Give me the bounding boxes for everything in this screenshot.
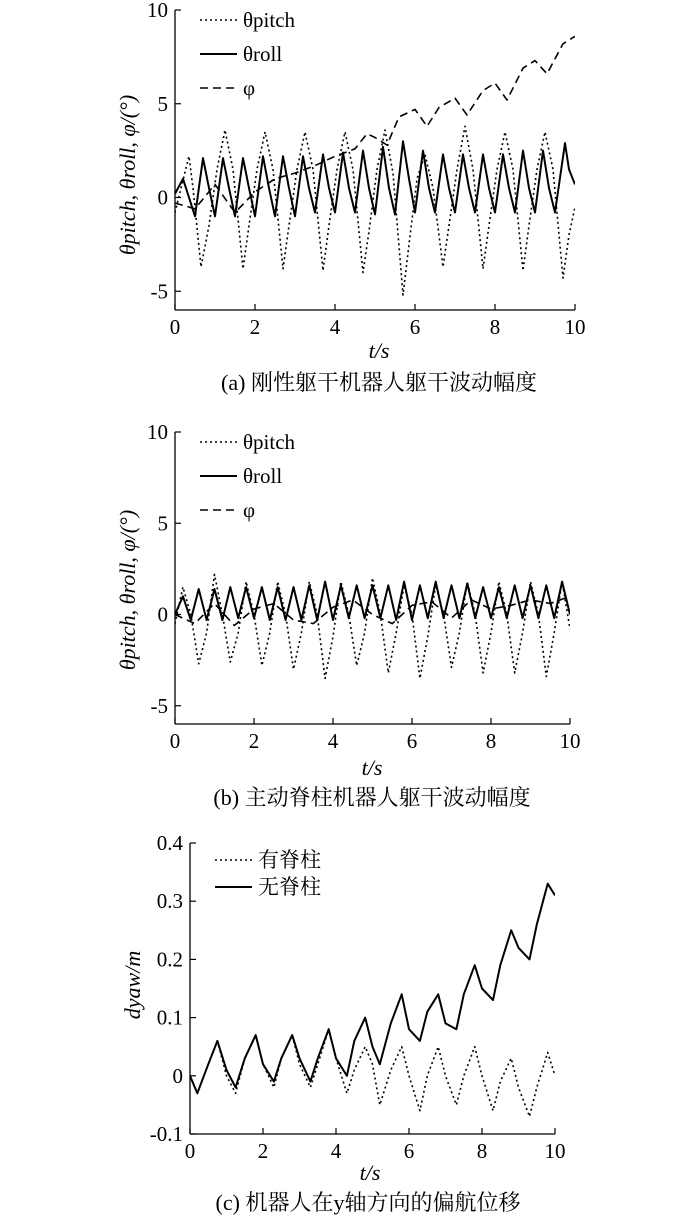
- y-axis-label: θpitch, θroll, φ/(°): [115, 94, 140, 256]
- y-axis-label: dyaw/m: [120, 950, 145, 1020]
- y-tick-label: -0.1: [149, 1122, 183, 1146]
- x-tick-label: 4: [330, 1139, 342, 1163]
- series-line-1: [190, 884, 555, 1094]
- y-tick-label: 0: [157, 602, 168, 627]
- y-tick-label: 0: [172, 1063, 183, 1088]
- caption: (c) 机器人在y轴方向的偏航位移: [215, 1190, 521, 1215]
- y-axis-label: θpitch, θroll, φ/(°): [115, 509, 140, 671]
- x-tick-label: 2: [248, 729, 260, 753]
- y-tick-label: -5: [150, 693, 168, 718]
- x-tick-label: 4: [329, 315, 341, 339]
- chart-panel-b: [115, 420, 581, 810]
- legend-label-1: θroll: [243, 42, 283, 66]
- y-tick-label: -5: [150, 279, 168, 304]
- legend-label-1: 无脊柱: [258, 875, 321, 899]
- y-tick-label: 10: [147, 0, 168, 22]
- x-tick-label: 10: [544, 1139, 566, 1163]
- chart-panel-c: [120, 831, 566, 1215]
- legend-label-0: θpitch: [243, 8, 296, 32]
- y-tick-label: 5: [157, 91, 168, 116]
- x-tick-label: 8: [476, 1139, 488, 1163]
- legend-label-0: 有脊柱: [258, 848, 321, 872]
- y-tick-label: 0.1: [156, 1005, 183, 1030]
- caption: (b) 主动脊柱机器人躯干波动幅度: [213, 785, 531, 810]
- x-axis-label: t/s: [368, 338, 390, 363]
- x-tick-label: 8: [489, 315, 501, 339]
- x-tick-label: 0: [169, 315, 181, 339]
- x-tick-label: 4: [327, 729, 339, 753]
- x-axis-label: t/s: [361, 755, 383, 780]
- x-tick-label: 0: [184, 1139, 196, 1163]
- legend-label-1: θroll: [243, 464, 283, 488]
- legend-label-0: θpitch: [243, 430, 296, 454]
- x-tick-label: 10: [559, 729, 581, 753]
- chart-panel-a: [115, 0, 586, 395]
- x-axis-label: t/s: [359, 1160, 381, 1185]
- x-tick-label: 6: [409, 315, 421, 339]
- x-tick-label: 2: [257, 1139, 269, 1163]
- y-tick-label: 10: [147, 420, 168, 444]
- x-tick-label: 8: [485, 729, 497, 753]
- x-tick-label: 0: [169, 729, 181, 753]
- x-tick-label: 6: [406, 729, 418, 753]
- y-tick-label: 0.2: [156, 947, 183, 972]
- caption: (a) 刚性躯干机器人躯干波动幅度: [221, 370, 537, 395]
- series-line-0: [190, 1029, 555, 1116]
- y-tick-label: 0.4: [156, 831, 183, 855]
- series-line-0: [175, 574, 570, 678]
- x-tick-label: 10: [564, 315, 586, 339]
- x-tick-label: 6: [403, 1139, 415, 1163]
- series-line-1: [175, 582, 570, 620]
- legend-label-2: φ: [243, 76, 256, 100]
- y-tick-label: 5: [157, 511, 168, 536]
- y-tick-label: 0.3: [156, 889, 183, 914]
- y-tick-label: 0: [157, 185, 168, 210]
- legend-label-2: φ: [243, 498, 256, 522]
- x-tick-label: 2: [249, 315, 261, 339]
